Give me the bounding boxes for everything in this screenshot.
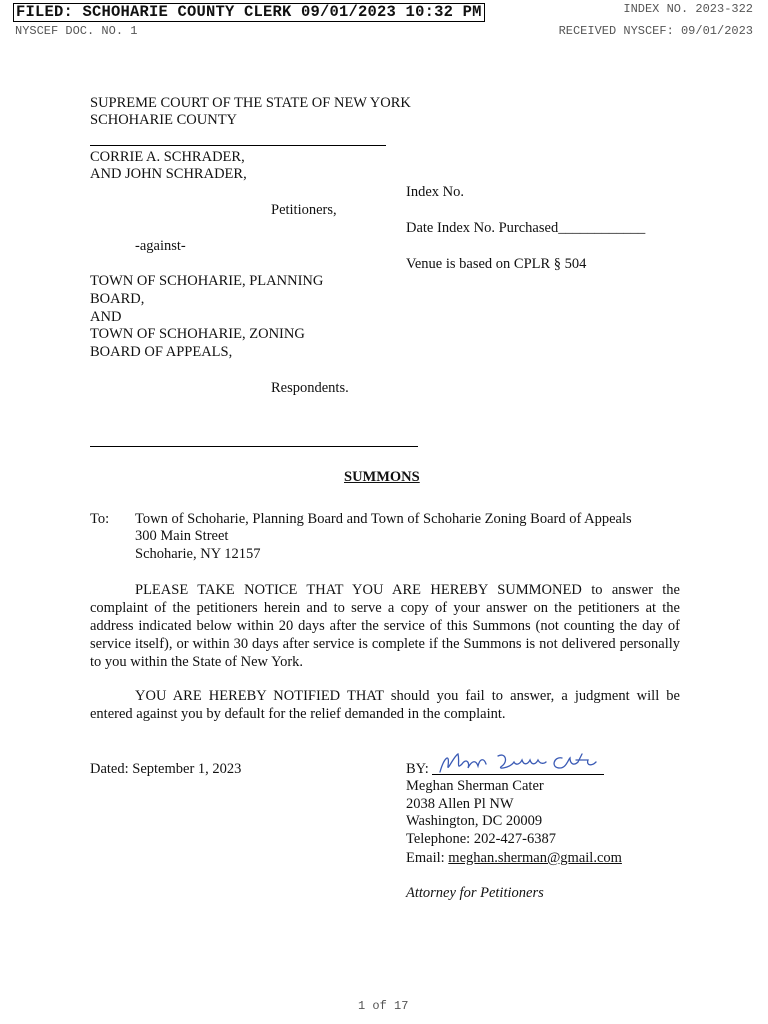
email-label: Email: — [406, 850, 445, 866]
respondent-line-3: AND — [90, 309, 122, 325]
county-name: SCHOHARIE COUNTY — [90, 112, 238, 128]
attorney-email-row — [406, 849, 622, 867]
respondents-label: Respondents. — [271, 380, 349, 396]
notice-paragraph: PLEASE TAKE NOTICE THAT YOU ARE HEREBY SUMMONED to answer the complaint of the petitioners herein and to serve a copy of your answer on the petitioners at the address indicated below within 20 days after the service of this Summons (not counting the day of service itself), or within 30 days after service is complete if the Summons is not delivered personally to you within the State of New York. — [90, 582, 680, 670]
respondent-line-4: TOWN OF SCHOHARIE, ZONING — [90, 326, 305, 342]
petitioners-label: Petitioners, — [271, 202, 337, 218]
notified-paragraph: YOU ARE HEREBY NOTIFIED THAT should you fail to answer, a judgment will be entered against you by default for the relief demanded in the complaint. — [90, 688, 680, 722]
attorney-role: Attorney for Petitioners — [406, 885, 544, 901]
by-label: BY: — [406, 761, 429, 777]
caption-bottom-rule — [90, 446, 418, 447]
page-number: 1 of 17 — [358, 999, 409, 1013]
respondent-line-2: BOARD, — [90, 291, 145, 307]
attorney-address-2: Washington, DC 20009 — [406, 813, 543, 829]
court-name: SUPREME COURT OF THE STATE OF NEW YORK — [90, 95, 411, 111]
against-label: -against- — [135, 238, 186, 254]
recipient-line-1: Town of Schoharie, Planning Board and Town of Schoharie Zoning Board of Appeals — [135, 511, 632, 527]
petitioner-line-1: CORRIE A. SCHRADER, — [90, 149, 245, 165]
attorney-name: Meghan Sherman Cater — [406, 778, 544, 794]
recipient-line-3: Schoharie, NY 12157 — [135, 546, 261, 562]
index-number: INDEX NO. 2023-322 — [623, 2, 753, 16]
document-title: SUMMONS — [344, 469, 420, 485]
attorney-telephone: Telephone: 202-427-6387 — [406, 831, 556, 847]
doc-number: NYSCEF DOC. NO. 1 — [15, 24, 138, 38]
to-label: To: — [90, 511, 110, 527]
signature-line — [432, 774, 604, 775]
index-no-label: Index No. — [406, 184, 464, 200]
petitioner-line-2: AND JOHN SCHRADER, — [90, 166, 247, 182]
received-date: RECEIVED NYSCEF: 09/01/2023 — [558, 24, 753, 38]
date-index-purchased: Date Index No. Purchased____________ — [406, 220, 646, 236]
dated-line: Dated: September 1, 2023 — [90, 761, 242, 777]
caption-top-rule — [90, 145, 386, 146]
email-link[interactable]: meghan.sherman@gmail.com — [448, 850, 622, 866]
respondent-line-1: TOWN OF SCHOHARIE, PLANNING — [90, 273, 324, 289]
attorney-address-1: 2038 Allen Pl NW — [406, 796, 514, 812]
venue-statement: Venue is based on CPLR § 504 — [406, 256, 587, 272]
recipient-line-2: 300 Main Street — [135, 528, 229, 544]
respondent-line-5: BOARD OF APPEALS, — [90, 344, 233, 360]
filed-stamp: FILED: SCHOHARIE COUNTY CLERK 09/01/2023 10:32 PM — [13, 3, 485, 22]
